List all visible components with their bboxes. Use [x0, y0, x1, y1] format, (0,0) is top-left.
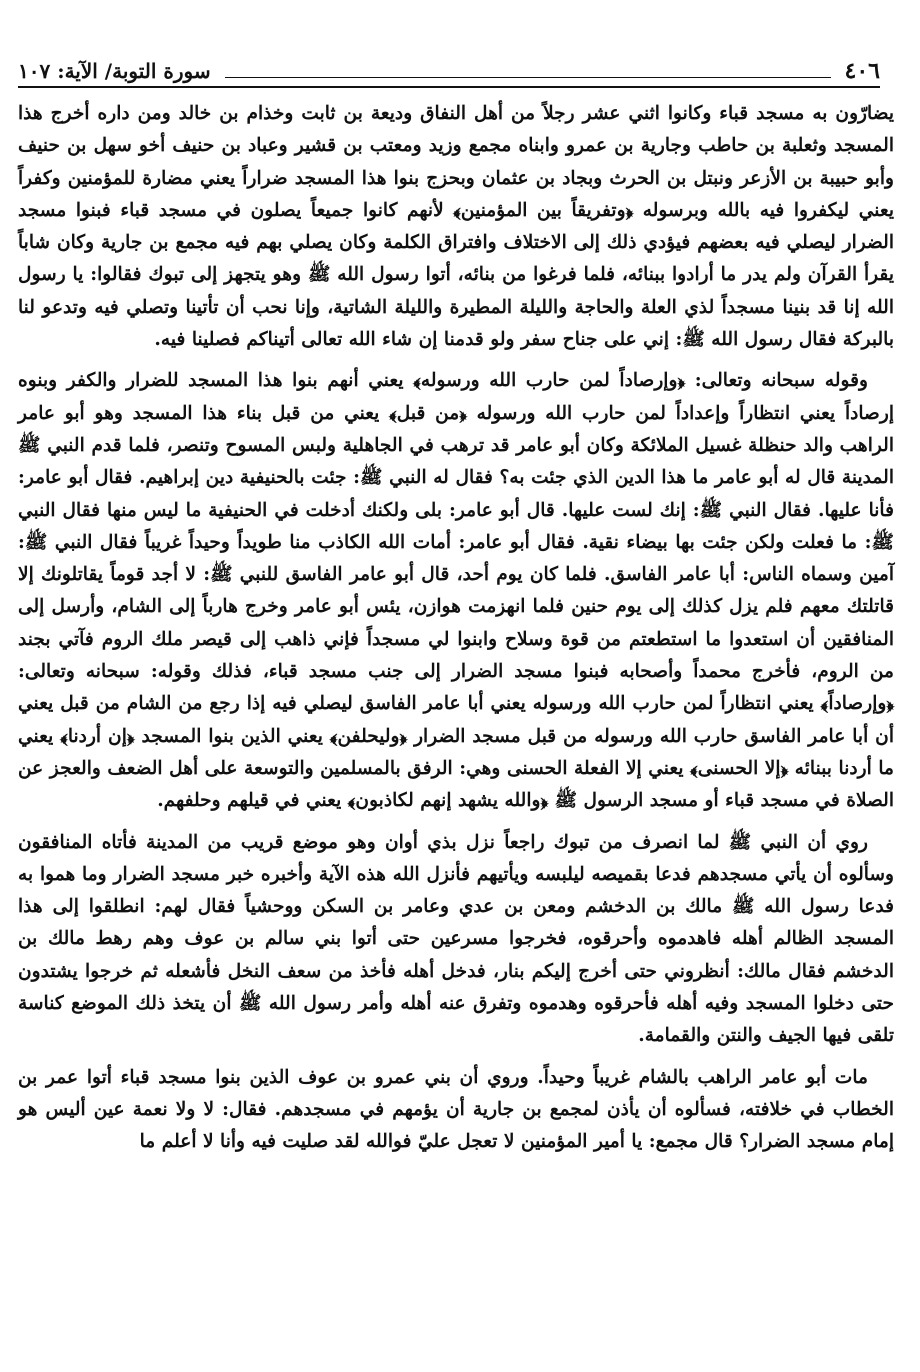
page-number: ٤٠٦: [844, 58, 880, 84]
paragraph-4: مات أبو عامر الراهب بالشام غريباً وحيداً. وروي أن بني عمرو بن عوف الذين بنوا مسجد قباء أتوا عمر بن الخطاب في خلافته، فسألوه أن يأذن لمجمع بن جارية أن يؤمهم في مسجدهم. فقال: لا ولا نعمة عين أليس هو إمام مسجد الضرار؟ قال مجمع: يا أمير المؤمنين لا تعجل عليّ فوالله لقد صليت فيه وأنا لا أعلم ما: [18, 1066, 894, 1153]
paragraph-3: روي أن النبي ﷺ لما انصرف من تبوك راجعاً نزل بذي أوان وهو موضع قريب من المدينة فأتاه المنافقون وسألوه أن يأتي مسجدهم فدعا بقميصه ليلبسه ويأتيهم فأنزل الله هذه الآية وأخبره خبر مسجد الضرار وما هموا به فدعا رسول الله ﷺ مالك بن الدخشم ومعن بن عدي وعامر بن السكن ووحشياً فقال لهم: انطلقوا إلى هذا المسجد الظالم أهله فاهدموه وأحرقوه، فخرجوا مسرعين حتى أتوا بني سالم بن عوف وهم رهط مالك بن الدخشم فقال مالك: أنظروني حتى أخرج إليكم بنار، فدخل أهله فأخذ من سعف النخل فأشعله ثم خرجوا يشتدون حتى دخلوا المسجد وفيه أهله فأحرقوه وهدموه وتفرق عنه أهله وأمر رسول الله ﷺ أن يتخذ ذلك الموضع كناسة تلقى فيها الجيف والنتن والقمامة.: [18, 831, 894, 1047]
header-rule: [225, 65, 831, 78]
paragraph-2: وقوله سبحانه وتعالى: ﴿وإرصاداً لمن حارب الله ورسوله﴾ يعني أنهم بنوا هذا المسجد للضرار والكفر وبنوه إرصاداً يعني انتظاراً وإعداداً لمن حارب الله ورسوله ﴿من قبل﴾ يعني من قبل بناء هذا المسجد وهو أبو عامر الراهب والد حنظلة غسيل الملائكة وكان أبو عامر قد ترهب في الجاهلية ولبس المسوح وتنصر، فلما قدم النبي ﷺ المدينة قال له أبو عامر ما هذا الدين الذي جئت به؟ فقال له النبي ﷺ: جئت بالحنيفية دين إبراهيم. فقال أبو عامر: فأنا عليها. فقال النبي ﷺ: إنك لست عليها. قال أبو عامر: بلى ولكنك أدخلت في الحنيفية ما ليس منها فقال النبي ﷺ: ما فعلت ولكن جئت بها بيضاء نقية. فقال أبو عامر: أمات الله الكاذب منا طويداً وحيداً غريباً فقال النبي ﷺ: آمين وسماه الناس: أبا عامر الفاسق. فلما كان يوم أحد، قال أبو عامر الفاسق للنبي ﷺ: لا أجد قوماً يقاتلونك إلا قاتلتك معهم فلم يزل كذلك إلى يوم حنين فلما انهزمت هوازن، يئس أبو عامر وخرج هارباً إلى الشام، وأرسل إلى المنافقين أن استعدوا ما استطعتم من قوة وسلاح وابنوا لي مسجداً فإني ذاهب إلى قيصر ملك الروم فآتي بجند من الروم، فأخرج محمداً وأصحابه فبنوا مسجد الضرار إلى جنب مسجد قباء، فذلك وقوله: سبحانه وتعالى: ﴿وإرصاداً﴾ يعني انتظاراً لمن حارب الله ورسوله يعني أبا عامر الفاسق ليصلي فيه إذا رجع من الشام من قبل يعني أن أبا عامر الفاسق حارب الله ورسوله من قبل مسجد الضرار ﴿وليحلفن﴾ يعني الذين بنوا المسجد ﴿إن أردنا﴾ يعني ما أردنا ببنائه ﴿إلا الحسنى﴾ يعني إلا الفعلة الحسنى وهي: الرفق بالمسلمين والتوسعة على أهل الضعف والعجز عن الصلاة في مسجد قباء أو مسجد الرسول ﷺ ﴿والله يشهد إنهم لكاذبون﴾ يعني في قيلهم وحلفهم.: [18, 370, 894, 812]
paragraph-1: يضارّون به مسجد قباء وكانوا اثني عشر رجلاً من أهل النفاق وديعة بن ثابت وخذام بن خالد ومن داره أخرج هذا المسجد وثعلبة بن حاطب وجارية بن عمرو وابناه مجمع وزيد ومعتب بن قشير وعباد بن حنيف أخو سهل بن حنيف وأبو حبيبة بن الأزعر ونبتل بن الحرث وبجاد بن عثمان وبحزج بنوا هذا المسجد ضراراً يعني مضارة للمؤمنين وكفراً يعني ليكفروا فيه بالله وبرسوله ﴿وتفريقاً بين المؤمنين﴾ لأنهم كانوا جميعاً يصلون في مسجد قباء فبنوا مسجد الضرار ليصلي فيه بعضهم فيؤدي ذلك إلى الاختلاف وافتراق الكلمة وكان يصلي بهم فيه مجمع بن جارية وكان شاباً يقرأ القرآن ولم يدر ما أرادوا ببنائه، فلما فرغوا من بنائه، أتوا رسول الله ﷺ وهو يتجهز إلى تبوك فقالوا: يا رسول الله إنا قد بنينا مسجداً لذي العلة والحاجة والليلة المطيرة والليلة الشاتية، وإنا نحب أن تأتينا وتصلي فيه وتدعو لنا بالبركة فقال رسول الله ﷺ: إني على جناح سفر ولو قدمنا إن شاء الله تعالى أتيناكم فصلينا فيه.: [18, 103, 894, 351]
running-header: [18, 56, 880, 88]
running-title: سورة التوبة/ الآية: ١٠٧: [18, 59, 211, 83]
body-text: [18, 98, 894, 1168]
